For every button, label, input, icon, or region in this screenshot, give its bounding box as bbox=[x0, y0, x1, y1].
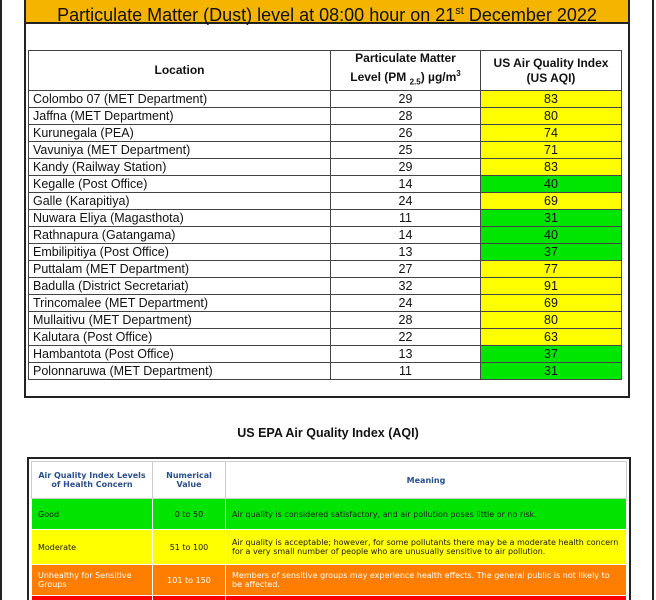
location-cell: Kalutara (Post Office) bbox=[29, 329, 331, 346]
location-cell: Mullaitivu (MET Department) bbox=[29, 312, 331, 329]
pm-table-header bbox=[29, 51, 622, 91]
legend-level: Unhealthy for Sensitive Groups bbox=[32, 565, 153, 596]
pm-value-cell: 28 bbox=[331, 108, 481, 125]
legend-row bbox=[32, 530, 627, 565]
aqi-value-cell: 31 bbox=[481, 363, 622, 380]
legend-meaning: Air quality is considered satisfactory, and air pollution poses little or no risk. bbox=[226, 499, 627, 530]
pm-value-cell: 27 bbox=[331, 261, 481, 278]
table-row bbox=[29, 210, 622, 227]
legend-level bbox=[32, 596, 153, 600]
aqi-value-cell: 63 bbox=[481, 329, 622, 346]
aqi-value-cell: 69 bbox=[481, 295, 622, 312]
legend-meaning: Air quality is acceptable; however, for some pollutants there may be a moderate health concern for a very small number of people who are unusually sensitive to air pollution. bbox=[226, 530, 627, 565]
legend-level: Moderate bbox=[32, 530, 153, 565]
table-row bbox=[29, 312, 622, 329]
aqi-value-cell: 40 bbox=[481, 227, 622, 244]
table-row bbox=[29, 295, 622, 312]
pm-value-cell: 29 bbox=[331, 91, 481, 108]
header-aqi bbox=[481, 51, 622, 91]
legend-row bbox=[32, 499, 627, 530]
pm-value-cell: 13 bbox=[331, 346, 481, 363]
table-row bbox=[29, 261, 622, 278]
pm-value-cell: 28 bbox=[331, 312, 481, 329]
pm-value-cell: 26 bbox=[331, 125, 481, 142]
aqi-legend-table bbox=[31, 461, 627, 600]
aqi-value-cell: 71 bbox=[481, 142, 622, 159]
legend-row bbox=[32, 596, 627, 600]
table-row bbox=[29, 227, 622, 244]
header-aqi-line2: (US AQI) bbox=[526, 70, 576, 85]
location-cell: Jaffna (MET Department) bbox=[29, 108, 331, 125]
legend-value: 51 to 100 bbox=[153, 530, 226, 565]
pm-value-cell: 24 bbox=[331, 193, 481, 210]
legend-header-levels: Air Quality Index Levels of Health Concern bbox=[32, 462, 153, 499]
table-row bbox=[29, 108, 622, 125]
pm-value-cell: 22 bbox=[331, 329, 481, 346]
table-row bbox=[29, 346, 622, 363]
aqi-value-cell: 80 bbox=[481, 312, 622, 329]
location-cell: Kurunegala (PEA) bbox=[29, 125, 331, 142]
aqi-value-cell: 77 bbox=[481, 261, 622, 278]
location-cell: Embilipitiya (Post Office) bbox=[29, 244, 331, 261]
pm-value-cell: 29 bbox=[331, 159, 481, 176]
aqi-value-cell: 80 bbox=[481, 108, 622, 125]
table-row bbox=[29, 142, 622, 159]
location-cell: Rathnapura (Gatangama) bbox=[29, 227, 331, 244]
title-suffix: December 2022 bbox=[463, 5, 597, 25]
location-cell: Nuwara Eliya (Magasthota) bbox=[29, 210, 331, 227]
pm-value-cell: 24 bbox=[331, 295, 481, 312]
location-cell: Galle (Karapitiya) bbox=[29, 193, 331, 210]
legend-value: 101 to 150 bbox=[153, 565, 226, 596]
table-row bbox=[29, 329, 622, 346]
aqi-value-cell: 74 bbox=[481, 125, 622, 142]
location-cell: Hambantota (Post Office) bbox=[29, 346, 331, 363]
table-row bbox=[29, 363, 622, 380]
header-location: Location bbox=[29, 51, 331, 91]
table-row bbox=[29, 159, 622, 176]
aqi-value-cell: 40 bbox=[481, 176, 622, 193]
location-cell: Badulla (District Secretariat) bbox=[29, 278, 331, 295]
aqi-value-cell: 69 bbox=[481, 193, 622, 210]
page-title bbox=[24, 0, 630, 24]
legend-header bbox=[32, 462, 627, 499]
aqi-value-cell: 31 bbox=[481, 210, 622, 227]
legend-header-value: Numerical Value bbox=[153, 462, 226, 499]
pm-value-cell: 14 bbox=[331, 176, 481, 193]
pm-value-cell: 25 bbox=[331, 142, 481, 159]
location-cell: Vavuniya (MET Department) bbox=[29, 142, 331, 159]
header-pm-sup: 3 bbox=[456, 69, 461, 79]
legend-value bbox=[153, 596, 226, 600]
legend-title: US EPA Air Quality Index (AQI) bbox=[237, 426, 419, 440]
table-row bbox=[29, 176, 622, 193]
pm-value-cell: 11 bbox=[331, 363, 481, 380]
header-pm-sub: 2.5 bbox=[409, 77, 421, 87]
title-sup: st bbox=[455, 5, 464, 17]
table-row bbox=[29, 244, 622, 261]
location-cell: Kegalle (Post Office) bbox=[29, 176, 331, 193]
header-pm-unit: ) µg/m bbox=[420, 70, 457, 85]
aqi-value-cell: 91 bbox=[481, 278, 622, 295]
table-row bbox=[29, 91, 622, 108]
pm-value-cell: 11 bbox=[331, 210, 481, 227]
header-pm bbox=[331, 51, 481, 91]
aqi-value-cell: 83 bbox=[481, 159, 622, 176]
table-row bbox=[29, 125, 622, 142]
title-text: Particulate Matter (Dust) level at 08:00 hour on 21 bbox=[57, 5, 456, 25]
pm-value-cell: 14 bbox=[331, 227, 481, 244]
header-pm-line1: Particulate Matter bbox=[355, 51, 456, 66]
legend-row bbox=[32, 565, 627, 596]
location-cell: Kandy (Railway Station) bbox=[29, 159, 331, 176]
legend-meaning: Members of sensitive groups may experience health effects. The general public is not likely to be affected. bbox=[226, 565, 627, 596]
pm-table bbox=[28, 50, 622, 380]
legend-meaning bbox=[226, 596, 627, 600]
location-cell: Polonnaruwa (MET Department) bbox=[29, 363, 331, 380]
header-pm-line2: Level (PM bbox=[350, 70, 410, 85]
legend-level: Good bbox=[32, 499, 153, 530]
table-row bbox=[29, 278, 622, 295]
location-cell: Trincomalee (MET Department) bbox=[29, 295, 331, 312]
aqi-value-cell: 37 bbox=[481, 346, 622, 363]
table-row bbox=[29, 193, 622, 210]
aqi-value-cell: 37 bbox=[481, 244, 622, 261]
header-aqi-line1: US Air Quality Index bbox=[493, 55, 609, 70]
aqi-legend bbox=[27, 457, 631, 600]
pm-value-cell: 13 bbox=[331, 244, 481, 261]
pm-value-cell: 32 bbox=[331, 278, 481, 295]
location-cell: Colombo 07 (MET Department) bbox=[29, 91, 331, 108]
legend-value: 0 to 50 bbox=[153, 499, 226, 530]
location-cell: Puttalam (MET Department) bbox=[29, 261, 331, 278]
aqi-value-cell: 83 bbox=[481, 91, 622, 108]
legend-header-meaning: Meaning bbox=[226, 462, 627, 499]
